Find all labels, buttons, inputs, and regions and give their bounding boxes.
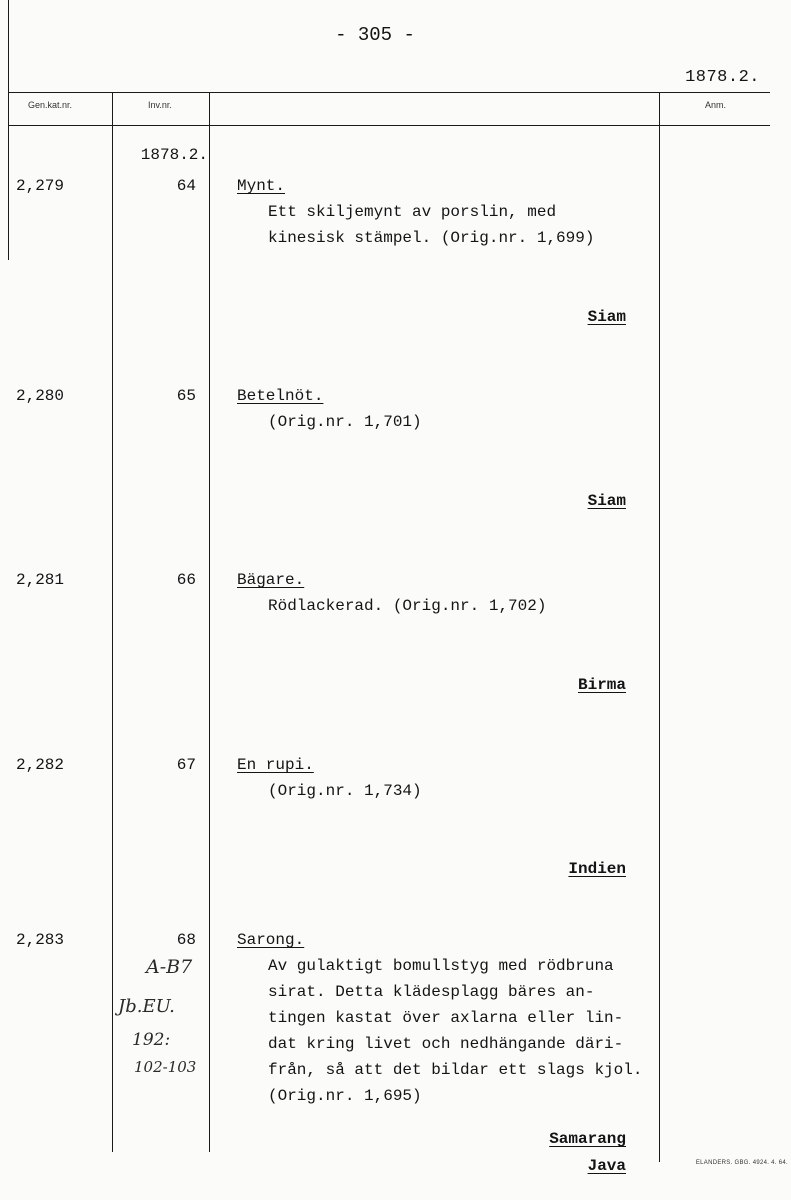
entry-title: Bägare. — [237, 571, 305, 589]
entry-title: Mynt. — [237, 177, 286, 195]
entry-description-line: sirat. Detta klädesplagg bäres an- — [268, 983, 595, 1001]
entry-description-line: (Orig.nr. 1,701) — [268, 413, 422, 431]
entry-inv-number: 65 — [176, 387, 196, 405]
entry-description-line: Ett skiljemynt av porslin, med — [268, 203, 557, 221]
entry-title: En rupi. — [237, 756, 314, 774]
entry-place: Birma — [577, 676, 626, 694]
header-top-rule — [8, 92, 770, 93]
entry-gen-number: 2,281 — [16, 571, 65, 589]
entry-inv-number: 68 — [176, 931, 196, 949]
entry-gen-number: 2,280 — [16, 387, 65, 405]
handwritten-note: A-B7 — [146, 956, 193, 978]
entry-place: Samarang — [549, 1130, 626, 1148]
entry-description-line: tingen kastat över axlarna eller lin- — [268, 1009, 624, 1027]
entry-place: Siam — [587, 492, 626, 510]
entry-description-line: (Orig.nr. 1,695) — [268, 1087, 422, 1105]
entry-description-line: kinesisk stämpel. (Orig.nr. 1,699) — [268, 229, 595, 247]
handwritten-note: 192: — [132, 1030, 171, 1050]
collection-tag: 1878.2. — [685, 68, 760, 87]
entry-title: Sarong. — [237, 931, 305, 949]
entry-gen-number: 2,282 — [16, 756, 65, 774]
entry-description-line: Av gulaktigt bomullstyg med rödbruna — [268, 957, 614, 975]
column-header-gen: Gen.kat.nr. — [28, 100, 73, 110]
entry-description-line: (Orig.nr. 1,734) — [268, 782, 422, 800]
page-number: - 305 - — [335, 24, 415, 46]
header-bottom-rule — [8, 125, 770, 126]
entry-place: Java — [587, 1157, 626, 1175]
entry-description-line: Rödlackerad. (Orig.nr. 1,702) — [268, 597, 547, 615]
column-header-anm: Anm. — [705, 100, 727, 110]
entry-description-line: dat kring livet och nedhängande däri- — [268, 1035, 624, 1053]
handwritten-note: 102-103 — [134, 1058, 197, 1076]
entry-title: Betelnöt. — [237, 387, 324, 405]
printer-imprint: ELANDERS. GBG. 4924. 4. 64. — [695, 1160, 788, 1166]
entry-description-line: från, så att det bildar ett slags kjol. — [268, 1061, 643, 1079]
inv-group-header: 1878.2. — [140, 146, 208, 164]
entry-place: Siam — [587, 308, 626, 326]
entry-inv-number: 67 — [176, 756, 196, 774]
rule-gen-inv — [112, 92, 113, 1152]
entry-inv-number: 64 — [176, 177, 196, 195]
entry-gen-number: 2,283 — [16, 931, 65, 949]
column-header-inv: Inv.nr. — [148, 100, 172, 110]
entry-place: Indien — [568, 860, 626, 878]
rule-inv-desc — [209, 92, 210, 1152]
entry-gen-number: 2,279 — [16, 177, 65, 195]
handwritten-note: Jb.EU. — [118, 996, 175, 1017]
rule-desc-anm — [659, 92, 660, 1162]
entry-inv-number: 66 — [176, 571, 196, 589]
left-margin-rule — [8, 0, 9, 260]
